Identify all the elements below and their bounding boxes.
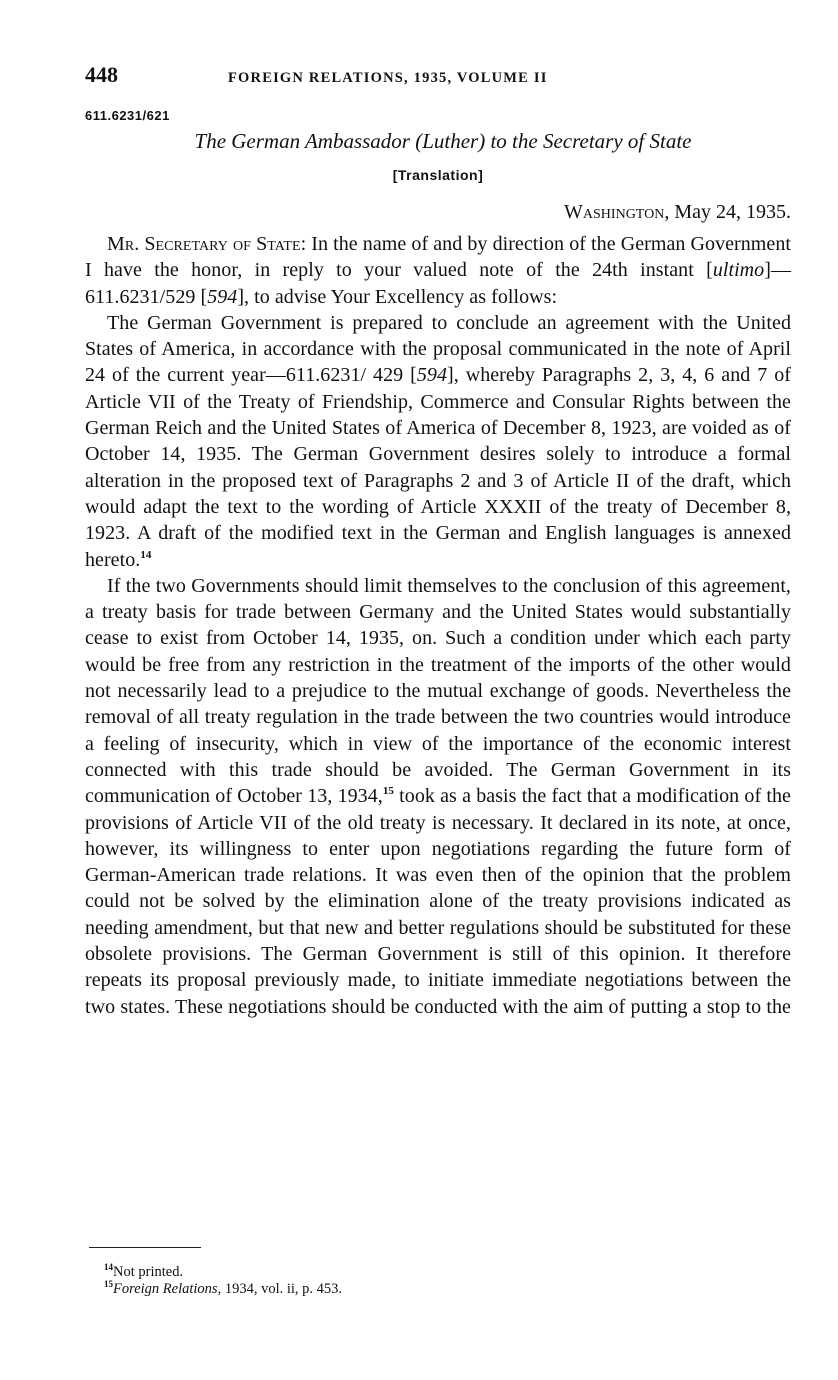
footnote-14-text: Not printed. xyxy=(113,1264,184,1280)
p1-text-a: : In the name of and by direction of the German Government I have the honor, in reply to your valued note of the 24th instant [ xyxy=(85,233,791,282)
running-head xyxy=(85,62,791,92)
paragraph-1 xyxy=(85,231,791,310)
page-number: 448 xyxy=(85,62,118,87)
dateline xyxy=(85,199,791,225)
p3-text-b: took as a basis the fact that a modification of the provisions of Article VII of the old treaty is necessary. It declared in its note, at once, however, its willingness to enter upon negotiations regarding the future form of German-American trade relations. It was even then of the opinion that the problem could not be solved by the elimination alone of the treaty provisions indicated as needing amendment, but that new and better regulations should be substituted for these obsolete provisions. The German Government is still of this opinion. It therefore repeats its proposal previously made, to initiate immediate negotiations between the two states. These negotiations should be conducted with the aim of putting a stop to the xyxy=(85,785,791,1018)
footnote-14-mark: 14 xyxy=(104,1262,113,1272)
p1-text-c: ], to advise Your Excellency as follows: xyxy=(237,285,558,308)
p1-text-b: ]—611.6231/529 [ xyxy=(85,259,791,308)
footnote-ref-14: 14 xyxy=(140,548,152,561)
letter-body xyxy=(85,231,791,1020)
title-part-1: The German Ambassador ( xyxy=(194,129,423,153)
footnote-15-text: , 1934, vol. ii, p. 453. xyxy=(217,1281,343,1297)
dateline-date: , May 24, 1935. xyxy=(664,201,791,223)
footnote-15 xyxy=(104,1281,342,1298)
title-part-2: ) to the Secretary of State xyxy=(478,129,692,153)
footnote-15-title: Foreign Relations xyxy=(113,1281,218,1297)
paragraph-2 xyxy=(85,310,791,573)
document-title xyxy=(85,127,791,155)
p1-ref: 594 xyxy=(207,285,238,308)
p2-ref: 594 xyxy=(416,364,448,387)
title-name: Luther xyxy=(422,129,479,153)
dateline-place: Washington xyxy=(564,201,665,223)
paragraph-3 xyxy=(85,573,791,1020)
footnote-ref-15: 15 xyxy=(382,785,394,798)
footnote-14 xyxy=(104,1264,342,1281)
p2-text-a: The German Government is prepared to conclude an agreement with the United States of America, in accordance with the proposal communicated in the note of April 24 of the current year—611.6231/ 429 [ xyxy=(85,311,791,387)
p1-ultimo: ultimo xyxy=(712,259,765,282)
footnotes xyxy=(104,1264,342,1298)
translation-note: [Translation] xyxy=(392,167,484,183)
document-page xyxy=(85,62,791,1020)
file-number: 611.6231/621 xyxy=(85,108,170,123)
p2-text-b: ], whereby Paragraphs 2, 3, 4, 6 and 7 of Article VII of the Treaty of Friendship, Commerce and Consular Rights between the German Reich and the United States of America of December 8, 1923, are voided as of October 14, 1935. The German Government desires solely to introduce a formal alteration in the proposed text of Paragraphs 2 and 3 of Article II of the draft, which would adapt the text to the wording of Article XXXII of the treaty of December 8, 1923. A draft of the modified text in the German and English languages is annexed hereto. xyxy=(85,364,791,571)
p3-text-a: If the two Governments should limit themselves to the conclusion of this agreement, a treaty basis for trade between Germany and the United States would substantially cease to exist from October 14, 1935, on. Such a condition under which each party would be free from any restriction in the treatment of the imports of the other would not necessarily lead to a prejudice to the mutual exchange of goods. Nevertheless the removal of all treaty regulation in the trade between the two countries would introduce a feeling of insecurity, which in view of the importance of the economic interest connected with this trade should be avoided. The German Government in its communication of October 13, 1934, xyxy=(85,574,791,808)
footnote-15-mark: 15 xyxy=(104,1279,113,1289)
footnote-divider xyxy=(89,1247,201,1248)
running-title: FOREIGN RELATIONS, 1935, VOLUME II xyxy=(228,70,548,86)
salutation: Mr. Secretary of State xyxy=(107,233,301,255)
